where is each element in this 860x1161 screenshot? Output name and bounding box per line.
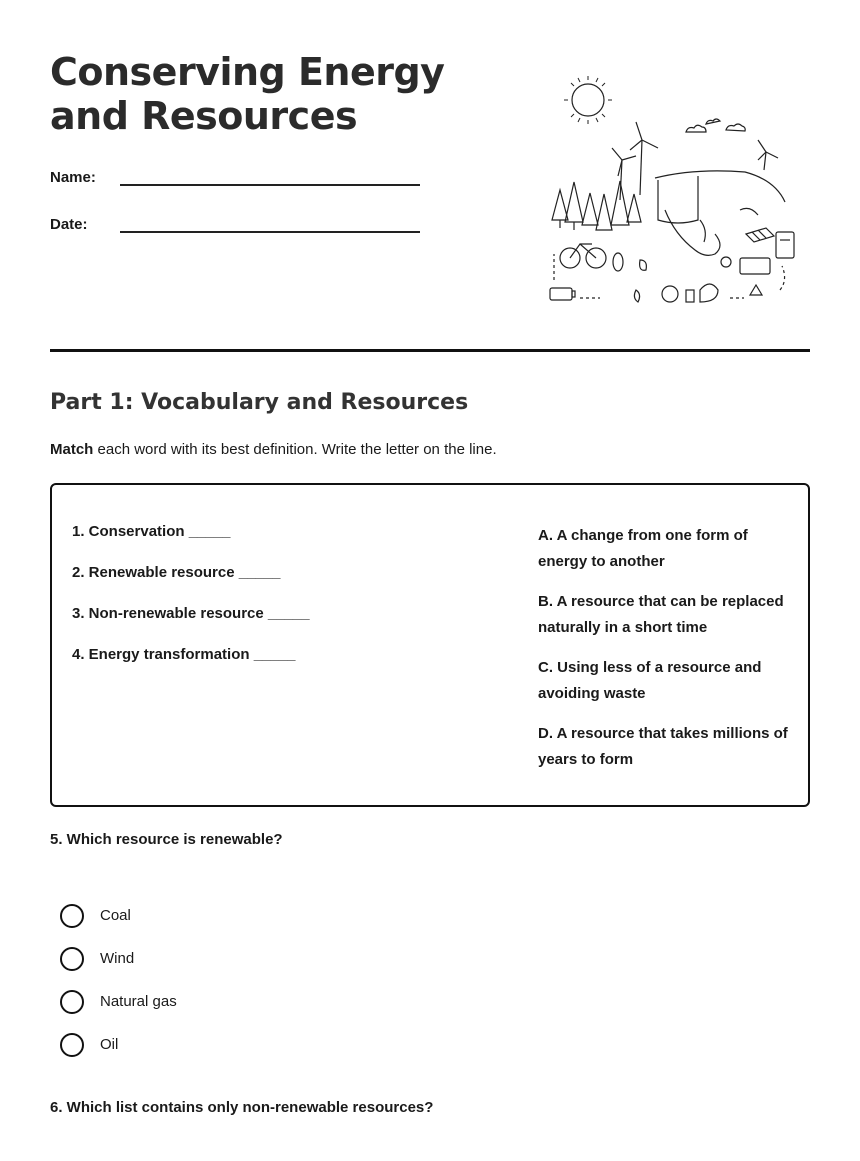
flow-arrows bbox=[554, 254, 785, 298]
sun-icon bbox=[564, 76, 612, 124]
misc-items-icon bbox=[613, 253, 731, 302]
term-item[interactable]: 2. Renewable resource _____ bbox=[72, 564, 281, 581]
date-label: Date: bbox=[50, 216, 88, 233]
battery-icon bbox=[550, 258, 770, 300]
part1-heading: Part 1: Vocabulary and Resources bbox=[50, 390, 469, 415]
energy-resources-illustration bbox=[540, 70, 820, 320]
date-field bbox=[50, 213, 420, 233]
radio-button[interactable] bbox=[60, 1033, 84, 1057]
option-label: Coal bbox=[100, 907, 131, 924]
term-item[interactable]: 3. Non-renewable resource _____ bbox=[72, 605, 310, 622]
option-natural-gas[interactable] bbox=[60, 980, 177, 1023]
term-item[interactable]: 1. Conservation _____ bbox=[72, 523, 231, 540]
definition-list bbox=[538, 523, 800, 787]
match-instructions bbox=[50, 441, 497, 458]
question-5: 5. Which resource is renewable? bbox=[50, 831, 283, 848]
definition-item: A. A change from one form of energy to another bbox=[538, 527, 748, 570]
page-title: Conserving Energy and Resources bbox=[50, 50, 445, 138]
bicycle-icon bbox=[560, 244, 606, 268]
option-coal[interactable] bbox=[60, 894, 177, 937]
hydro-dam-icon bbox=[655, 171, 785, 255]
section-divider bbox=[50, 349, 810, 352]
definition-item: D. A resource that takes millions of years to form bbox=[538, 725, 788, 768]
option-label: Natural gas bbox=[100, 993, 177, 1010]
forest-icon bbox=[552, 181, 641, 230]
radio-button[interactable] bbox=[60, 990, 84, 1014]
name-field bbox=[50, 166, 420, 186]
option-oil[interactable] bbox=[60, 1023, 177, 1066]
recycling-icon bbox=[700, 284, 762, 302]
gas-can-icon bbox=[776, 232, 794, 258]
wind-turbine-icon bbox=[612, 122, 778, 200]
name-line[interactable] bbox=[120, 166, 420, 186]
term-list bbox=[72, 523, 310, 687]
instructions-emphasis: Match bbox=[50, 441, 94, 458]
radio-button[interactable] bbox=[60, 947, 84, 971]
option-label: Wind bbox=[100, 950, 135, 967]
definition-item: B. A resource that can be replaced naturally in a short time bbox=[538, 593, 784, 636]
term-item[interactable]: 4. Energy transformation _____ bbox=[72, 646, 296, 663]
question-6: 6. Which list contains only non-renewable resources? bbox=[50, 1099, 434, 1116]
name-label: Name: bbox=[50, 169, 96, 186]
radio-button[interactable] bbox=[60, 904, 84, 928]
date-line[interactable] bbox=[120, 213, 420, 233]
instructions-text: each word with its best definition. Write the letter on the line. bbox=[93, 441, 497, 458]
option-wind[interactable] bbox=[60, 937, 177, 980]
option-label: Oil bbox=[100, 1036, 119, 1053]
q5-options bbox=[60, 894, 177, 1066]
solar-panel-icon bbox=[746, 228, 774, 242]
definition-item: C. Using less of a resource and avoiding waste bbox=[538, 659, 762, 702]
clouds-icon bbox=[686, 119, 745, 132]
matching-box bbox=[50, 483, 810, 807]
